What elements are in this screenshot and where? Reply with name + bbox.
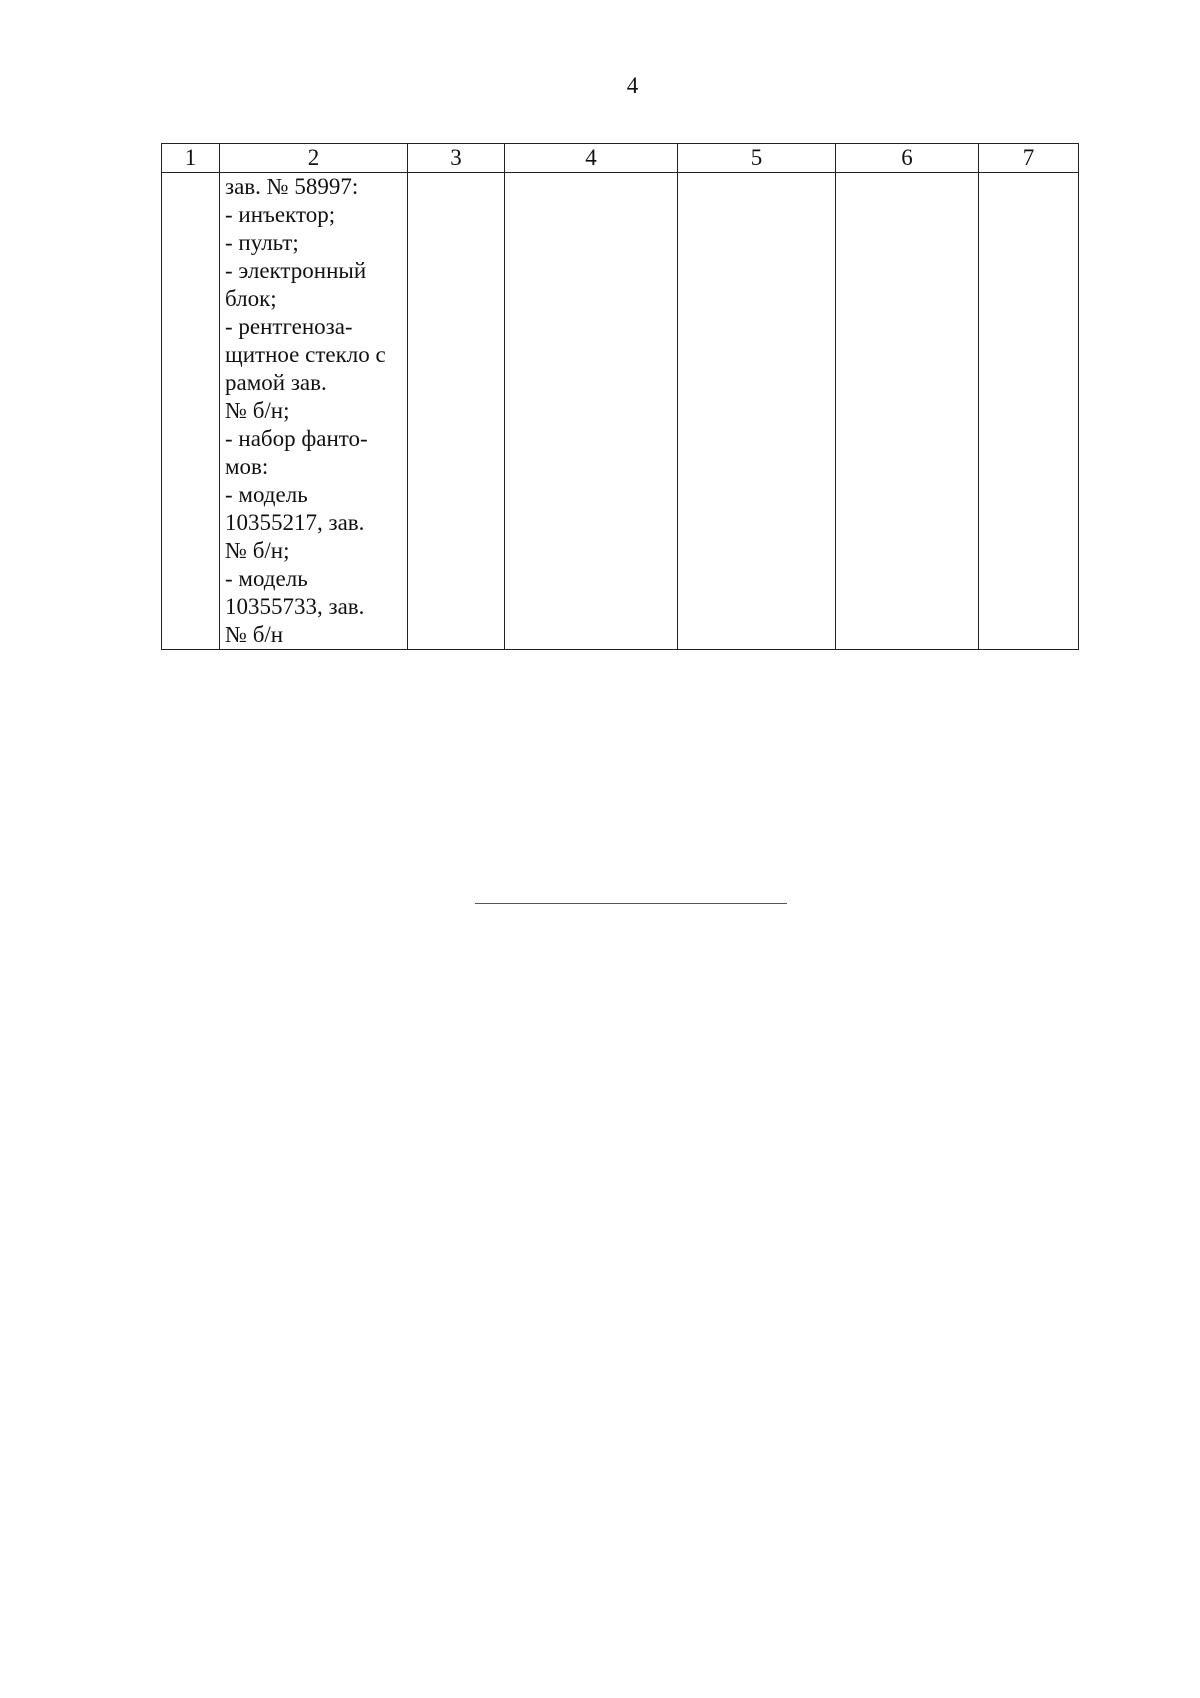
cell-col-7: [979, 173, 1079, 650]
column-header-5: 5: [678, 144, 836, 173]
column-header-7: 7: [979, 144, 1079, 173]
description-line: блок;: [225, 286, 277, 311]
description-line: щитное стекло с: [225, 342, 386, 367]
column-header-1: 1: [162, 144, 220, 173]
column-header-3: 3: [408, 144, 505, 173]
description-line: зав. № 58997:: [225, 174, 359, 199]
cell-col-2: [220, 173, 408, 650]
cell-col-4: [505, 173, 678, 650]
page-number: 4: [626, 73, 639, 98]
description-line: - электронный: [225, 258, 367, 283]
cell-col-3: [408, 173, 505, 650]
description-line: - модель: [225, 482, 308, 507]
end-of-document-rule: [475, 903, 787, 904]
description-line: - набор фанто-: [225, 426, 368, 451]
column-header-2: 2: [220, 144, 408, 173]
description-line: - модель: [225, 566, 308, 591]
cell-col-1: [162, 173, 220, 650]
description-line: - пульт;: [225, 230, 299, 255]
description-line: 10355733, зав.: [225, 594, 365, 619]
cell-col-5: [678, 173, 836, 650]
equipment-table: [161, 143, 1079, 650]
description-line: 10355217, зав.: [225, 510, 365, 535]
column-header-4: 4: [505, 144, 678, 173]
equipment-description: [220, 173, 407, 649]
description-line: - рентгеноза-: [225, 314, 353, 339]
description-line: - инъектор;: [225, 202, 336, 227]
column-header-6: 6: [836, 144, 979, 173]
cell-col-6: [836, 173, 979, 650]
description-line: № б/н;: [225, 538, 290, 563]
description-line: № б/н: [225, 622, 284, 647]
table-row: [162, 173, 1079, 650]
description-line: мов:: [225, 454, 269, 479]
description-line: рамой зав.: [225, 370, 327, 395]
table-header-row: [162, 144, 1079, 173]
description-line: № б/н;: [225, 398, 290, 423]
